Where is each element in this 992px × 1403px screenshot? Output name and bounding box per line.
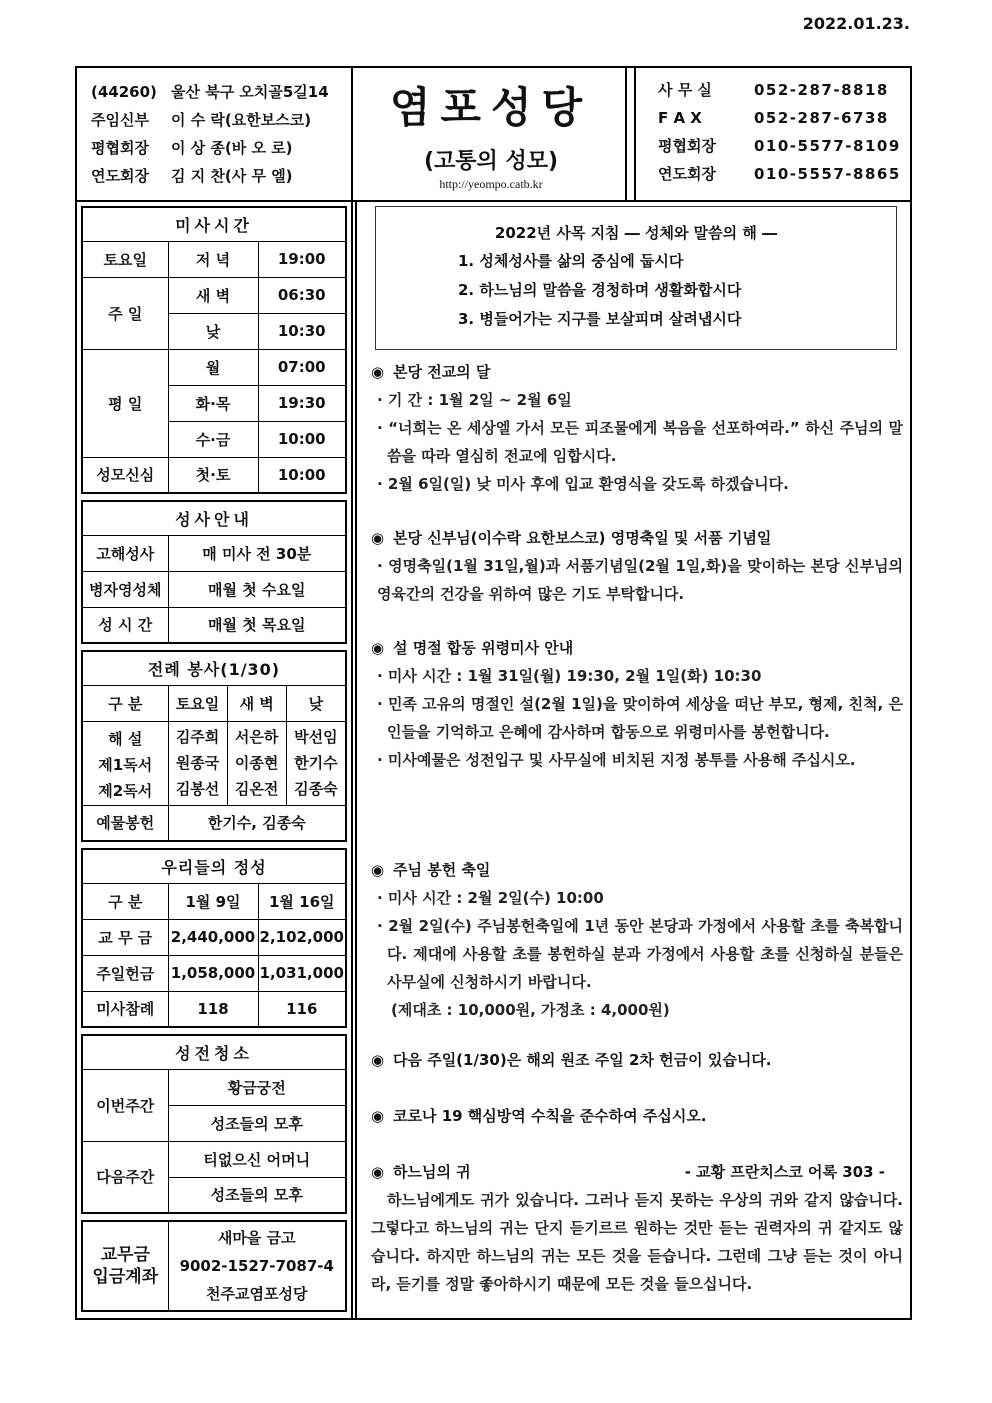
cleaning-table	[81, 1034, 347, 1214]
liturgy-person: 김주희	[175, 728, 220, 746]
bullet-icon: ◉	[371, 1107, 385, 1125]
notice-text: · 민족 고유의 명절인 설(2월 1일)을 맞이하여 세상을 떠난 부모, 형제, 친척, 은인들을 기억하고 은혜에 감사하며 합동으로 위령미사를 봉헌합니다.	[377, 695, 903, 741]
liturgy-title: 전례 봉사(1/30)	[82, 651, 346, 685]
account-number: 9002-1527-7087-4	[179, 1257, 334, 1275]
weekday-label: 평 일	[82, 349, 168, 457]
parish-url[interactable]: http://yeompo.catb.kr	[439, 177, 543, 191]
wed-fri-label: 수·금	[168, 421, 258, 457]
monday-time: 07:00	[258, 349, 346, 385]
office-label: 사 무 실	[658, 81, 712, 99]
column-divider	[351, 202, 353, 1318]
liturgy-header: 구 분	[82, 685, 168, 721]
finance-value: 1,058,000	[168, 955, 258, 991]
tue-thu-label: 화·목	[168, 385, 258, 421]
quote-text: 하느님에게도 귀가 있습니다. 그러나 듣지 못하는 우상의 귀와 같지 않습니다. 그렇다고 하느님의 귀는 단지 듣기르르 원하는 것만 듣는 권력자의 귀 같지도 않습니다. 하지만 하느님의 귀는 모든 것을 듣습니다. 그런데 그냥 듣는 것이 아니라, 듣기를 정말 좋아하시기 때문에 모든 것을 들으십니다.	[371, 1191, 903, 1293]
cleaning-group: 성조들의 모후	[168, 1177, 346, 1213]
sacrament-label: 성 시 간	[82, 607, 168, 643]
left-column	[81, 206, 347, 1312]
liturgy-header: 토요일	[168, 685, 227, 721]
liturgy-person: 김온전	[234, 780, 279, 798]
header	[75, 66, 912, 202]
cleaning-group: 티없으신 어머니	[168, 1141, 346, 1177]
sacrament-label: 병자영성체	[82, 571, 168, 607]
fax-number: 052-287-6738	[754, 109, 889, 127]
notice-memorial-mass	[371, 634, 903, 774]
liturgy-person: 원종국	[175, 754, 220, 772]
cleaning-group: 성조들의 모후	[168, 1105, 346, 1141]
wed-fri-time: 10:00	[258, 421, 346, 457]
council-name: 이 상 종(바 오 로)	[171, 139, 293, 157]
notice-title: 다음 주일(1/30)은 해외 원조 주일 2차 헌금이 있습니다.	[393, 1051, 772, 1069]
liturgy-table	[81, 650, 347, 842]
account-holder: 천주교염포성당	[206, 1285, 308, 1303]
sunday-dawn-time: 06:30	[258, 277, 346, 313]
marian-day: 첫·토	[168, 457, 258, 493]
tue-thu-time: 19:30	[258, 385, 346, 421]
cleaning-title: 성전청소	[82, 1035, 346, 1069]
finance-header: 구 분	[82, 883, 168, 919]
council-label: 평협회장	[91, 139, 149, 157]
notice-text: · 2월 6일(일) 낮 미사 후에 입교 환영식을 갖도록 하겠습니다.	[377, 475, 789, 493]
pastor-name: 이 수 락(요한보스코)	[171, 111, 312, 129]
cleaning-group: 황금궁전	[168, 1069, 346, 1105]
sacrament-value: 매 미사 전 30분	[168, 535, 346, 571]
notice-evangelization	[371, 358, 903, 498]
policy-title: 2022년 사목 지침 ― 성체와 말씀의 해 ―	[494, 224, 778, 242]
sacrament-title: 성사안내	[82, 501, 346, 535]
sunday-label: 주 일	[82, 277, 168, 349]
finance-value: 2,440,000	[168, 919, 258, 955]
liturgy-role: 해 설	[108, 730, 143, 748]
yeondo-phone-label: 연도회장	[658, 165, 716, 183]
liturgy-person: 한기수	[294, 754, 338, 772]
bulletin-date: 2022.01.23.	[802, 14, 910, 33]
notice-ear-of-god	[371, 1158, 903, 1298]
yeondo-name: 김 지 찬(사 무 엘)	[171, 167, 293, 185]
mass-times-title: 미사시간	[82, 207, 346, 241]
notice-pastor-feast	[371, 524, 903, 608]
bullet-icon: ◉	[371, 1051, 385, 1069]
office-phone: 052-287-8818	[754, 81, 889, 99]
sacrament-table	[81, 500, 347, 644]
account-label: 교무금 입금계좌	[82, 1221, 168, 1311]
liturgy-header: 낮	[286, 685, 346, 721]
liturgy-person: 박선임	[294, 728, 338, 746]
parish-title: 염포성당	[389, 83, 593, 132]
pastor-label: 주임신부	[91, 111, 149, 129]
finance-value: 118	[168, 991, 258, 1027]
saturday-label: 토요일	[82, 241, 168, 277]
policy-item: 2. 하느님의 말씀을 경청하며 생활화합시다	[458, 281, 742, 299]
finance-header: 1월 16일	[258, 883, 346, 919]
bullet-icon: ◉	[371, 861, 385, 879]
marian-label: 성모신심	[82, 457, 168, 493]
notice-text: · 미사 시간 : 1월 31일(월) 19:30, 2월 1일(화) 10:30	[377, 667, 762, 685]
sacrament-value: 매월 첫 수요일	[168, 571, 346, 607]
liturgy-header: 새 벽	[227, 685, 286, 721]
notice-covid	[371, 1102, 903, 1130]
bullet-icon: ◉	[371, 1163, 385, 1181]
sunday-noon-label: 낮	[168, 313, 258, 349]
offering-names: 한기수, 김종숙	[168, 805, 346, 841]
finance-value: 2,102,000	[258, 919, 346, 955]
finance-header: 1월 9일	[168, 883, 258, 919]
notice-title: 설 명절 합동 위령미사 안내	[393, 639, 574, 657]
liturgy-role: 제2독서	[98, 782, 153, 800]
liturgy-person: 이종현	[234, 754, 279, 772]
notice-text: · 미사 시간 : 2월 2일(수) 10:00	[377, 889, 604, 907]
notice-title: 본당 전교의 달	[393, 363, 491, 381]
bullet-icon: ◉	[371, 639, 385, 657]
saturday-slot: 저 녁	[168, 241, 258, 277]
notice-text: · 영명축일(1월 31일,월)과 서품기념일(2월 1일,화)을 맞이하는 본당 신부님의 영육간의 건강을 위하여 많은 기도 부탁합니다.	[377, 557, 903, 603]
title-block	[357, 68, 627, 200]
finance-label: 미사참례	[82, 991, 168, 1027]
council-phone-label: 평협회장	[658, 137, 716, 155]
notice-text: · 2월 2일(수) 주님봉헌축일에 1년 동안 본당과 가정에서 사용할 초를 축복합니다. 제대에 사용할 초를 봉헌하실 분과 가정에서 사용할 초를 신청하실 분들은 사무실에 신청하시기 바랍니다.	[377, 917, 903, 991]
notice-presentation-feast	[371, 856, 903, 1024]
monday-label: 월	[168, 349, 258, 385]
finance-label: 주일헌금	[82, 955, 168, 991]
postal-code: (44260)	[91, 83, 157, 101]
fax-label: F A X	[658, 109, 702, 127]
quote-source: - 교황 프란치스코 어록 303 -	[684, 1163, 885, 1181]
parish-info	[77, 68, 353, 200]
liturgy-person: 서은하	[234, 728, 279, 746]
offering-label: 예물봉헌	[82, 805, 168, 841]
contacts	[634, 68, 910, 200]
policy-item: 1. 성체성사를 삶의 중심에 둡시다	[458, 252, 684, 270]
notice-second-collection	[371, 1046, 903, 1074]
finance-value: 116	[258, 991, 346, 1027]
finance-value: 1,031,000	[258, 955, 346, 991]
policy-item: 3. 병들어가는 지구를 보살피며 살려냅시다	[458, 310, 742, 328]
sacrament-value: 매월 첫 목요일	[168, 607, 346, 643]
bulletin-body	[75, 202, 912, 1320]
address: 울산 북구 오치골5길14	[171, 83, 329, 101]
column-divider	[355, 202, 357, 1318]
notice-title: 코로나 19 핵심방역 수칙을 준수하여 주십시오.	[393, 1107, 707, 1125]
council-phone: 010-5577-8109	[754, 137, 901, 155]
liturgy-person: 김봉선	[175, 780, 220, 798]
marian-time: 10:00	[258, 457, 346, 493]
sunday-dawn-label: 새 벽	[168, 277, 258, 313]
sacrament-label: 고해성사	[82, 535, 168, 571]
account-table	[81, 1220, 347, 1312]
yeondo-label: 연도회장	[91, 167, 149, 185]
notice-text: · “너희는 온 세상엘 가서 모든 피조물에게 복음을 선포하여라.” 하신 주님의 말씀을 따라 열심히 전교에 임합시다.	[377, 419, 903, 465]
notice-text: · 기 간 : 1월 2일 ~ 2월 6일	[377, 391, 572, 409]
liturgy-person: 김종숙	[294, 780, 338, 798]
notice-title: 주님 봉헌 축일	[393, 861, 491, 879]
bullet-icon: ◉	[371, 363, 385, 381]
yeondo-phone: 010-5557-8865	[754, 165, 901, 183]
notice-text: · 미사예물은 성전입구 및 사무실에 비치된 지정 봉투를 사용해 주십시오.	[377, 751, 856, 769]
account-bank: 새마을 금고	[217, 1229, 296, 1247]
saturday-time: 19:00	[258, 241, 346, 277]
parish-subtitle: (고통의 성모)	[423, 149, 559, 174]
sunday-noon-time: 10:30	[258, 313, 346, 349]
notice-title: 하느님의 귀	[393, 1163, 471, 1181]
pastoral-policy-box	[375, 206, 897, 350]
mass-times-table	[81, 206, 347, 494]
finance-label: 교 무 금	[82, 919, 168, 955]
bullet-icon: ◉	[371, 529, 385, 547]
finance-title: 우리들의 정성	[82, 849, 346, 883]
finance-table	[81, 848, 347, 1028]
next-week-label: 다음주간	[82, 1141, 168, 1213]
this-week-label: 이번주간	[82, 1069, 168, 1141]
liturgy-role: 제1독서	[98, 756, 153, 774]
notice-text: (제대초 : 10,000원, 가정초 : 4,000원)	[391, 1001, 670, 1019]
notice-title: 본당 신부님(이수락 요한보스코) 영명축일 및 서품 기념일	[393, 529, 772, 547]
